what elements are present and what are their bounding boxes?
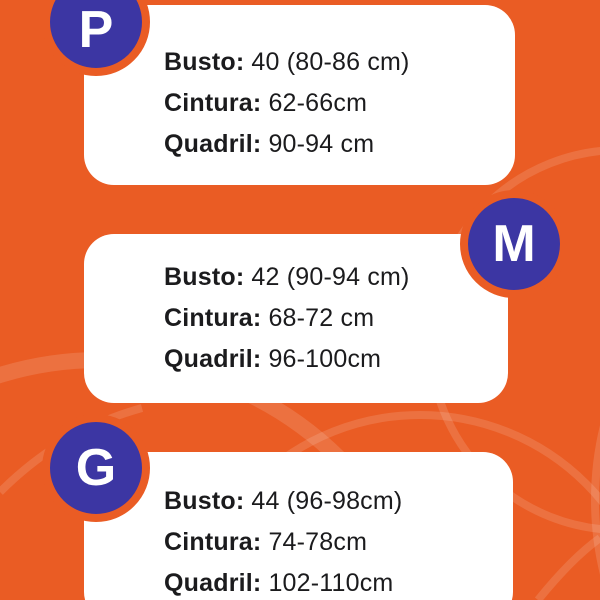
size-badge-letter: P xyxy=(78,1,114,59)
measurement-row xyxy=(164,257,508,298)
measurement-row xyxy=(164,42,515,83)
measurement-row xyxy=(164,522,513,563)
measurement-value: 62-66cm xyxy=(268,89,368,117)
measurement-row xyxy=(164,563,513,600)
measurement-label: Cintura: xyxy=(164,528,262,556)
measurement-row xyxy=(164,339,508,380)
measurement-label: Cintura: xyxy=(164,89,262,117)
measurement-label: Busto: xyxy=(164,263,245,291)
measurement-value: 68-72 cm xyxy=(268,304,375,332)
measurement-row xyxy=(164,481,513,522)
measurement-label: Quadril: xyxy=(164,130,262,158)
measurement-value: 44 (96-98cm) xyxy=(251,487,403,515)
measurement-label: Quadril: xyxy=(164,345,262,373)
measurement-value: 102-110cm xyxy=(268,569,394,597)
size-badge-letter: M xyxy=(492,215,536,273)
size-badge-g xyxy=(42,414,150,522)
measurement-row xyxy=(164,124,515,165)
measurement-row xyxy=(164,298,508,339)
size-badge-m xyxy=(460,190,568,298)
measurement-label: Busto: xyxy=(164,48,245,76)
measurement-label: Cintura: xyxy=(164,304,262,332)
size-badge-letter: G xyxy=(75,439,117,497)
measurement-value: 42 (90-94 cm) xyxy=(251,263,410,291)
measurement-label: Quadril: xyxy=(164,569,262,597)
measurement-value: 96-100cm xyxy=(268,345,382,373)
measurement-row xyxy=(164,83,515,124)
measurement-value: 74-78cm xyxy=(268,528,368,556)
size-card-m xyxy=(84,234,508,403)
swoosh-arc-corner xyxy=(538,538,600,600)
measurement-label: Busto: xyxy=(164,487,245,515)
measurement-value: 40 (80-86 cm) xyxy=(251,48,410,76)
measurement-value: 90-94 cm xyxy=(268,130,375,158)
